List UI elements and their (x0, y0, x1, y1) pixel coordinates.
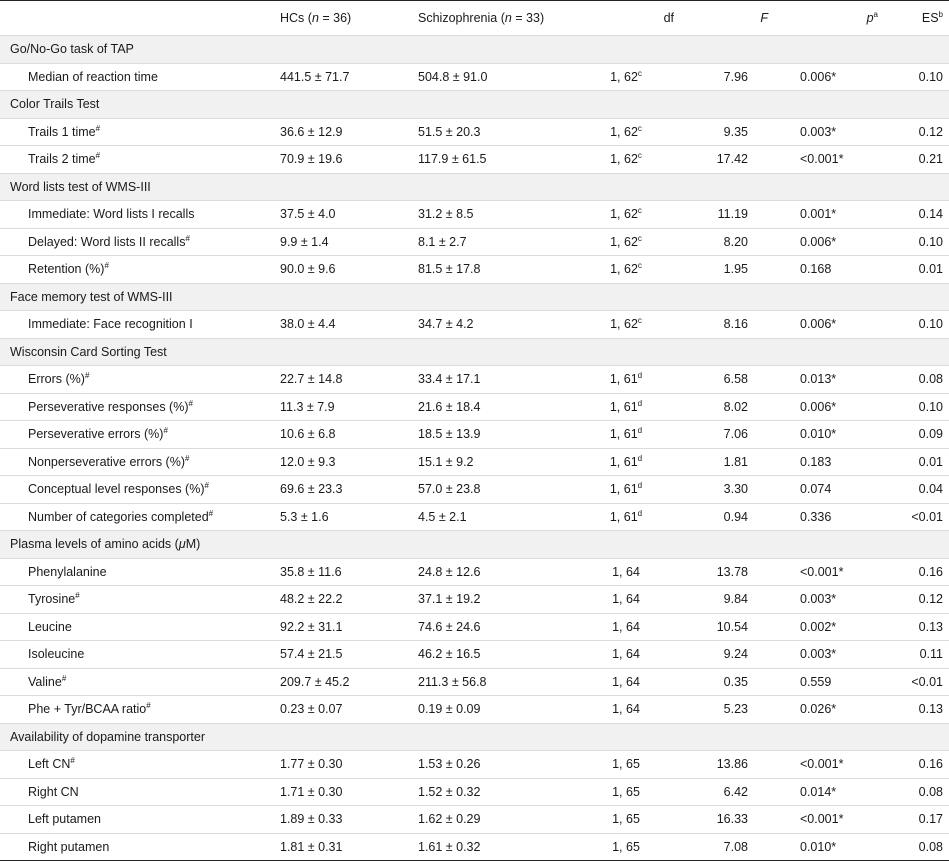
p-value: 0.559 (774, 668, 884, 696)
f-value: 13.86 (680, 751, 774, 779)
schizophrenia-value: 211.3 ± 56.8 (398, 668, 572, 696)
table-row (0, 806, 949, 834)
df-text: 1, 64 (612, 702, 640, 717)
measure-label (0, 146, 260, 174)
section-label-italic: μ (178, 537, 186, 552)
df-text: 1, 62 (610, 124, 638, 139)
f-value: 1.95 (680, 256, 774, 284)
es-value: 0.10 (884, 311, 949, 339)
f-value: 7.06 (680, 421, 774, 449)
f-value: 0.35 (680, 668, 774, 696)
es-value: 0.10 (884, 63, 949, 91)
table-row (0, 421, 949, 449)
schizophrenia-value: 21.6 ± 18.4 (398, 393, 572, 421)
measure-label (0, 668, 260, 696)
f-value: 9.84 (680, 586, 774, 614)
hc-value: 38.0 ± 4.4 (260, 311, 398, 339)
df-footnote-mark: d (637, 481, 643, 491)
section-label-suffix: M) (185, 537, 201, 552)
table-row (0, 503, 949, 531)
df-footnote-mark: c (637, 151, 642, 161)
measure-label (0, 696, 260, 724)
section-label-text: Availability of dopamine transporter (10, 729, 206, 744)
table-body (0, 36, 949, 861)
section-header-row (0, 173, 949, 201)
es-value: 0.16 (884, 558, 949, 586)
measure-label-text: Isoleucine (28, 647, 85, 662)
hc-value: 10.6 ± 6.8 (260, 421, 398, 449)
df-value (572, 558, 680, 586)
p-value: 0.183 (774, 448, 884, 476)
log-transform-mark: # (61, 673, 67, 683)
p-value: 0.074 (774, 476, 884, 504)
p-value: 0.001* (774, 201, 884, 229)
hc-value: 69.6 ± 23.3 (260, 476, 398, 504)
schizophrenia-value: 24.8 ± 12.6 (398, 558, 572, 586)
section-label (0, 36, 949, 64)
f-value: 3.30 (680, 476, 774, 504)
df-text: 1, 65 (612, 757, 640, 772)
measure-label-text: Right CN (28, 784, 79, 799)
measure-label (0, 118, 260, 146)
df-text: 1, 65 (612, 784, 640, 799)
schizophrenia-value: 37.1 ± 19.2 (398, 586, 572, 614)
df-footnote-mark: c (637, 233, 642, 243)
df-value (572, 476, 680, 504)
measure-label (0, 256, 260, 284)
df-text: 1, 62 (610, 262, 638, 277)
es-value: 0.01 (884, 448, 949, 476)
measure-label (0, 421, 260, 449)
section-header-row (0, 338, 949, 366)
log-transform-mark: # (70, 756, 75, 766)
log-transform-mark: # (185, 453, 190, 463)
section-header-row (0, 36, 949, 64)
hc-value: 35.8 ± 11.6 (260, 558, 398, 586)
section-label (0, 531, 949, 559)
df-value (572, 366, 680, 394)
section-label-text: Plasma levels of amino acids ( (10, 537, 179, 552)
df-value (572, 696, 680, 724)
df-footnote-mark: c (637, 123, 642, 133)
p-value: 0.013* (774, 366, 884, 394)
df-value (572, 751, 680, 779)
df-value (572, 806, 680, 834)
es-value: 0.01 (884, 256, 949, 284)
f-value: 17.42 (680, 146, 774, 174)
df-footnote-mark: d (637, 508, 643, 518)
measure-label-text: Phenylalanine (28, 564, 107, 579)
df-value (572, 448, 680, 476)
measure-label-text: Immediate: Face recognition I (28, 317, 193, 332)
df-value (572, 228, 680, 256)
log-transform-mark: # (95, 123, 101, 133)
table-row (0, 586, 949, 614)
hc-value: 36.6 ± 12.9 (260, 118, 398, 146)
header-hcs: HCs (n = 36) (260, 1, 398, 36)
log-transform-mark: # (75, 591, 80, 601)
hc-value: 1.71 ± 0.30 (260, 778, 398, 806)
measure-label-text: Trails 1 time (28, 124, 96, 139)
hc-value: 48.2 ± 22.2 (260, 586, 398, 614)
df-text: 1, 64 (612, 647, 640, 662)
df-value (572, 256, 680, 284)
f-value: 16.33 (680, 806, 774, 834)
schizophrenia-value: 4.5 ± 2.1 (398, 503, 572, 531)
measure-label-text: Nonperseverative errors (%) (28, 454, 185, 469)
es-value: 0.08 (884, 778, 949, 806)
df-footnote-mark: d (637, 453, 643, 463)
measure-label-text: Left CN (28, 757, 71, 772)
section-header-row (0, 531, 949, 559)
log-transform-mark: # (185, 233, 190, 243)
es-value: <0.01 (884, 503, 949, 531)
p-value: 0.026* (774, 696, 884, 724)
p-value: 0.168 (774, 256, 884, 284)
table-row (0, 63, 949, 91)
es-value: 0.10 (884, 393, 949, 421)
measure-label-text: Trails 2 time (28, 152, 96, 167)
measure-label-text: Errors (%) (28, 372, 85, 387)
measure-label (0, 586, 260, 614)
measure-label-text: Perseverative errors (%) (28, 427, 164, 442)
df-footnote-mark: d (637, 398, 643, 408)
measure-label (0, 366, 260, 394)
table-row (0, 146, 949, 174)
f-value: 0.94 (680, 503, 774, 531)
measure-label-text: Right putamen (28, 839, 110, 854)
schizophrenia-value: 0.19 ± 0.09 (398, 696, 572, 724)
schizophrenia-value: 15.1 ± 9.2 (398, 448, 572, 476)
hc-value: 12.0 ± 9.3 (260, 448, 398, 476)
log-transform-mark: # (146, 701, 151, 711)
hc-value: 1.81 ± 0.31 (260, 833, 398, 861)
section-header-row (0, 91, 949, 119)
es-value: 0.09 (884, 421, 949, 449)
es-value: 0.10 (884, 228, 949, 256)
measure-label (0, 558, 260, 586)
table-row (0, 256, 949, 284)
es-value: 0.08 (884, 833, 949, 861)
schizophrenia-value: 1.61 ± 0.32 (398, 833, 572, 861)
table-row (0, 393, 949, 421)
header-es: $ES^b$ (884, 1, 949, 36)
schizophrenia-value: 31.2 ± 8.5 (398, 201, 572, 229)
schizophrenia-value: 504.8 ± 91.0 (398, 63, 572, 91)
schizophrenia-value: 57.0 ± 23.8 (398, 476, 572, 504)
df-text: 1, 62 (610, 207, 638, 222)
section-header-row (0, 283, 949, 311)
schizophrenia-value: 81.5 ± 17.8 (398, 256, 572, 284)
f-value: 1.81 (680, 448, 774, 476)
hc-value: 90.0 ± 9.6 (260, 256, 398, 284)
section-label (0, 91, 949, 119)
hc-value: 11.3 ± 7.9 (260, 393, 398, 421)
df-text: 1, 61 (609, 454, 638, 469)
p-value: <0.001* (774, 558, 884, 586)
table-row (0, 228, 949, 256)
df-value (572, 421, 680, 449)
section-header-row (0, 723, 949, 751)
df-text: 1, 61 (609, 372, 638, 387)
p-value: 0.336 (774, 503, 884, 531)
hc-value: 37.5 ± 4.0 (260, 201, 398, 229)
section-label-text: Color Trails Test (10, 97, 100, 112)
df-footnote-mark: c (637, 261, 642, 271)
schizophrenia-value: 1.62 ± 0.29 (398, 806, 572, 834)
measure-label (0, 476, 260, 504)
df-text: 1, 65 (612, 839, 640, 854)
f-value: 8.16 (680, 311, 774, 339)
hc-value: 5.3 ± 1.6 (260, 503, 398, 531)
f-value: 9.35 (680, 118, 774, 146)
df-text: 1, 64 (612, 592, 640, 607)
table-row (0, 833, 949, 861)
p-value: <0.001* (774, 806, 884, 834)
schizophrenia-value: 18.5 ± 13.9 (398, 421, 572, 449)
schizophrenia-value: 74.6 ± 24.6 (398, 613, 572, 641)
df-value (572, 118, 680, 146)
f-value: 11.19 (680, 201, 774, 229)
hc-value: 441.5 ± 71.7 (260, 63, 398, 91)
es-value: 0.13 (884, 696, 949, 724)
schizophrenia-value: 8.1 ± 2.7 (398, 228, 572, 256)
table-row (0, 778, 949, 806)
section-label-text: Wisconsin Card Sorting Test (10, 344, 167, 359)
section-label (0, 338, 949, 366)
hc-value: 70.9 ± 19.6 (260, 146, 398, 174)
measure-label (0, 641, 260, 669)
p-value: 0.003* (774, 118, 884, 146)
measure-label-text: Phe + Tyr/BCAA ratio (28, 702, 147, 717)
measure-label-text: Tyrosine (28, 592, 76, 607)
df-text: 1, 61 (609, 509, 638, 524)
es-value: 0.12 (884, 586, 949, 614)
p-value: 0.006* (774, 393, 884, 421)
es-value: 0.04 (884, 476, 949, 504)
es-value: 0.21 (884, 146, 949, 174)
es-value: 0.12 (884, 118, 949, 146)
p-value: 0.006* (774, 63, 884, 91)
measure-label (0, 751, 260, 779)
measure-label (0, 311, 260, 339)
log-transform-mark: # (95, 151, 101, 161)
measure-label-text: Median of reaction time (28, 69, 158, 84)
schizophrenia-value: 1.53 ± 0.26 (398, 751, 572, 779)
section-label-text: Go/No-Go task of TAP (10, 42, 134, 57)
schizophrenia-value: 117.9 ± 61.5 (398, 146, 572, 174)
hc-value: 1.89 ± 0.33 (260, 806, 398, 834)
schizophrenia-value: 33.4 ± 17.1 (398, 366, 572, 394)
df-text: 1, 64 (612, 619, 640, 634)
p-value: 0.002* (774, 613, 884, 641)
schizophrenia-value: 1.52 ± 0.32 (398, 778, 572, 806)
table-row (0, 696, 949, 724)
df-value (572, 778, 680, 806)
p-value: 0.003* (774, 586, 884, 614)
df-footnote-mark: c (637, 68, 642, 78)
hc-value: 9.9 ± 1.4 (260, 228, 398, 256)
hc-value: 22.7 ± 14.8 (260, 366, 398, 394)
df-value (572, 641, 680, 669)
df-footnote-mark: d (637, 426, 643, 436)
header-df: df (572, 1, 680, 36)
log-transform-mark: # (204, 481, 209, 491)
df-text: 1, 62 (610, 69, 638, 84)
measure-label (0, 63, 260, 91)
schizophrenia-value: 34.7 ± 4.2 (398, 311, 572, 339)
table-row (0, 311, 949, 339)
header-f: F (680, 1, 774, 36)
es-value: 0.17 (884, 806, 949, 834)
section-label (0, 723, 949, 751)
f-value: 8.20 (680, 228, 774, 256)
es-value: 0.08 (884, 366, 949, 394)
measure-label-text: Retention (%) (28, 262, 105, 277)
df-value (572, 63, 680, 91)
p-value: 0.014* (774, 778, 884, 806)
measure-label (0, 228, 260, 256)
section-label-text: Face memory test of WMS-III (10, 289, 173, 304)
df-text: 1, 61 (609, 482, 638, 497)
f-value: 8.02 (680, 393, 774, 421)
table-row (0, 641, 949, 669)
p-value: 0.010* (774, 421, 884, 449)
measure-label (0, 393, 260, 421)
header-p: $p^a$ (774, 1, 884, 36)
df-value (572, 613, 680, 641)
measure-label-text: Perseverative responses (%) (28, 399, 189, 414)
hc-value: 209.7 ± 45.2 (260, 668, 398, 696)
f-value: 9.24 (680, 641, 774, 669)
es-value: 0.13 (884, 613, 949, 641)
schizophrenia-value: 46.2 ± 16.5 (398, 641, 572, 669)
df-value (572, 586, 680, 614)
df-value (572, 311, 680, 339)
log-transform-mark: # (84, 371, 90, 381)
table-row (0, 366, 949, 394)
table-row (0, 118, 949, 146)
measure-label (0, 503, 260, 531)
schizophrenia-value: 51.5 ± 20.3 (398, 118, 572, 146)
log-transform-mark: # (188, 398, 193, 408)
df-text: 1, 61 (609, 427, 638, 442)
log-transform-mark: # (104, 261, 109, 271)
df-text: 1, 62 (610, 234, 638, 249)
measure-label-text: Leucine (28, 619, 72, 634)
f-value: 7.08 (680, 833, 774, 861)
es-value: 0.11 (884, 641, 949, 669)
hc-value: 92.2 ± 31.1 (260, 613, 398, 641)
measure-label-text: Delayed: Word lists II recalls (28, 234, 186, 249)
hc-value: 57.4 ± 21.5 (260, 641, 398, 669)
p-value: 0.003* (774, 641, 884, 669)
measure-label-text: Left putamen (28, 812, 101, 827)
f-value: 10.54 (680, 613, 774, 641)
f-value: 6.42 (680, 778, 774, 806)
df-text: 1, 64 (612, 674, 640, 689)
table-row (0, 448, 949, 476)
df-value (572, 393, 680, 421)
hc-value: 0.23 ± 0.07 (260, 696, 398, 724)
f-value: 7.96 (680, 63, 774, 91)
es-value: 0.14 (884, 201, 949, 229)
df-value (572, 146, 680, 174)
table-row (0, 558, 949, 586)
df-value (572, 668, 680, 696)
df-text: 1, 64 (612, 564, 640, 579)
f-value: 13.78 (680, 558, 774, 586)
f-value: 6.58 (680, 366, 774, 394)
df-text: 1, 65 (612, 812, 640, 827)
df-footnote-mark: d (637, 371, 643, 381)
section-label (0, 283, 949, 311)
table-header-row (0, 1, 949, 36)
f-value: 5.23 (680, 696, 774, 724)
log-transform-mark: # (163, 426, 168, 436)
measure-label (0, 833, 260, 861)
measure-label (0, 613, 260, 641)
log-transform-mark: # (208, 508, 214, 518)
p-value: <0.001* (774, 751, 884, 779)
table-row (0, 751, 949, 779)
p-value: 0.006* (774, 228, 884, 256)
es-value: <0.01 (884, 668, 949, 696)
df-value (572, 833, 680, 861)
table-row (0, 201, 949, 229)
measure-label (0, 201, 260, 229)
p-value: 0.006* (774, 311, 884, 339)
df-value (572, 503, 680, 531)
measure-label (0, 448, 260, 476)
df-text: 1, 61 (609, 399, 638, 414)
header-schizophrenia: Schizophrenia (n = 33) (398, 1, 572, 36)
df-text: 1, 62 (610, 152, 638, 167)
section-label (0, 173, 949, 201)
es-value: 0.16 (884, 751, 949, 779)
df-footnote-mark: c (637, 316, 642, 326)
table-row (0, 668, 949, 696)
p-value: 0.010* (774, 833, 884, 861)
table-row (0, 613, 949, 641)
p-value: <0.001* (774, 146, 884, 174)
measure-label-text: Valine (28, 674, 62, 689)
hc-value: 1.77 ± 0.30 (260, 751, 398, 779)
measure-label (0, 806, 260, 834)
measure-label-text: Immediate: Word lists I recalls (28, 207, 195, 222)
df-text: 1, 62 (610, 317, 638, 332)
table-row (0, 476, 949, 504)
measure-label-text: Conceptual level responses (%) (28, 482, 205, 497)
section-label-text: Word lists test of WMS-III (10, 179, 151, 194)
header-measure (0, 1, 260, 36)
measure-label-text: Number of categories completed (28, 509, 209, 524)
df-value (572, 201, 680, 229)
df-footnote-mark: c (637, 206, 642, 216)
measure-label (0, 778, 260, 806)
